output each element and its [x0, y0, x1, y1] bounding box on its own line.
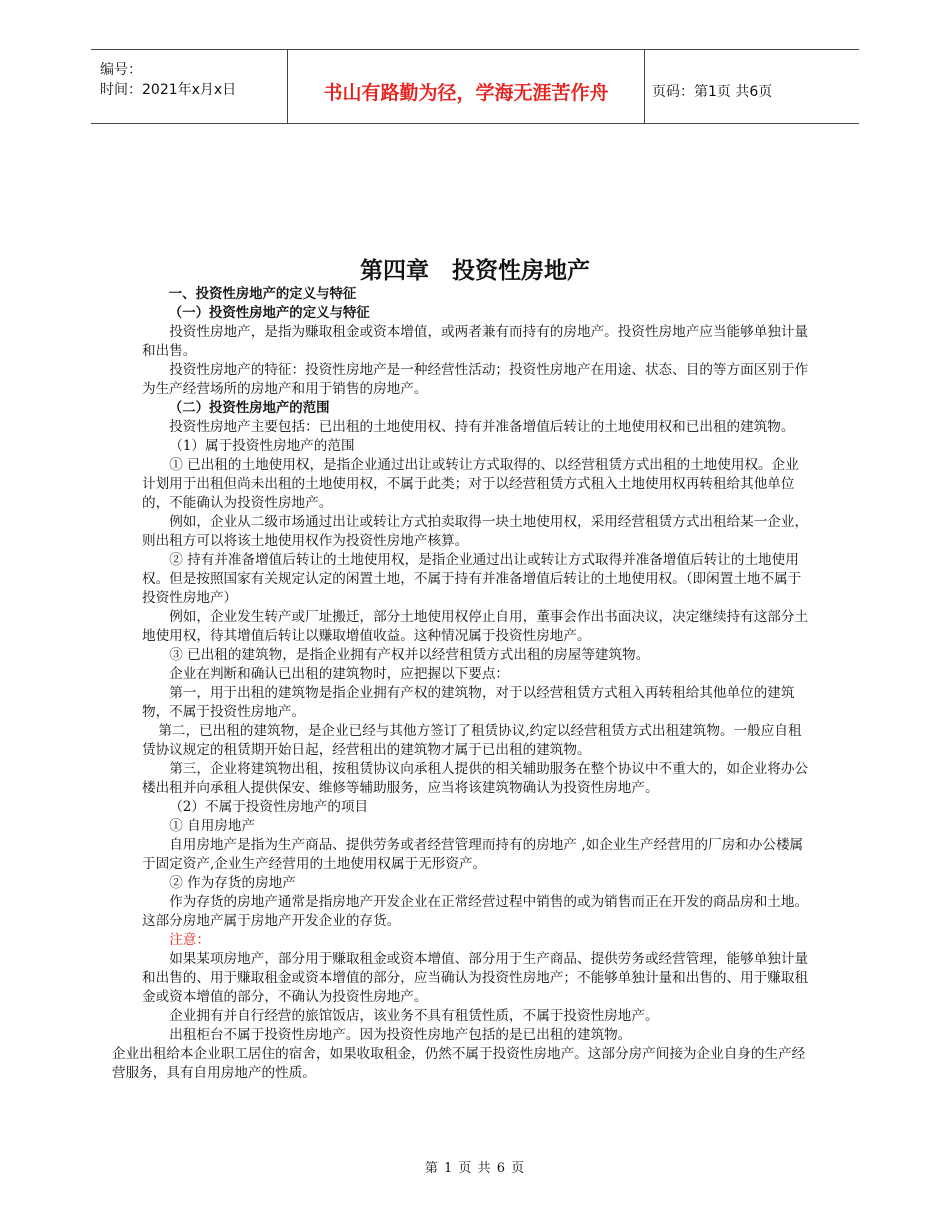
- header-meta-cell: [91, 50, 287, 123]
- page-footer: 第 1 页 共 6 页: [424, 1161, 526, 1176]
- body-paragraph: 投资性房地产的特征：投资性房地产是一种经营性活动；投资性房地产在用途、状态、目的等方面区别于作为生产经营场所的房地产和用于销售的房地产。: [142, 362, 809, 397]
- body-paragraph: 如果某项房地产，部分用于赚取租金或资本增值、部分用于生产商品、提供劳务或经营管理，能够单独计量和出售的、用于赚取租金或资本增值的部分，应当确认为投资性房地产；不能够单独计量和出售的、用于赚取租金或资本增值的部分，不确认为投资性房地产。: [142, 951, 809, 1005]
- chapter-title: 第四章 投资性房地产: [360, 258, 590, 284]
- note-label: 注意：: [169, 932, 210, 948]
- body-paragraph: 例如，企业发生转产或厂址搬迁，部分土地使用权停止自用，董事会作出书面决议，决定继续持有这部分土地使用权，待其增值后转让以赚取增值收益。这种情况属于投资性房地产。: [142, 609, 809, 644]
- section-heading: 一、投资性房地产的定义与特征: [168, 287, 357, 302]
- body-paragraph: 投资性房地产，是指为赚取租金或资本增值，或两者兼有而持有的房地产。投资性房地产应当能够单独计量和出售。: [142, 324, 809, 359]
- number-label: 编号：: [100, 62, 142, 78]
- header-motto-cell: [287, 50, 645, 123]
- body-paragraph: ① 已出租的土地使用权，是指企业通过出让或转让方式取得的、以经营租赁方式出租的土地使用权。企业计划用于出租但尚未出租的土地使用权，不属于此类；对于以经营租赁方式租入土地使用权再转租给其他单位的，不能确认为投资性房地产。: [142, 457, 799, 511]
- body-paragraph: （2）不属于投资性房地产的项目: [169, 799, 369, 815]
- body-paragraph: 企业在判断和确认已出租的建筑物时，应把握以下要点：: [169, 666, 510, 682]
- page-info: 页码：第1页 共6页: [652, 84, 773, 100]
- time-label: 时间：2021年x月x日: [100, 82, 237, 98]
- header-page-cell: [644, 50, 859, 123]
- body-paragraph: 企业出租给本企业职工居住的宿舍，如果收取租金，仍然不属于投资性房地产。这部分房产间接为企业自身的生产经营服务，具有自用房地产的性质。: [112, 1046, 806, 1081]
- motto-text: 书山有路勤为径，学海无涯苦作舟: [323, 82, 609, 104]
- body-paragraph: 出租柜台不属于投资性房地产。因为投资性房地产包括的是已出租的建筑物。: [169, 1027, 632, 1043]
- body-paragraph: 投资性房地产主要包括：已出租的土地使用权、持有并准备增值后转让的土地使用权和已出租的建筑物。: [169, 419, 795, 435]
- body-paragraph: ② 持有并准备增值后转让的土地使用权，是指企业通过出让或转让方式取得并准备增值后转让的土地使用权。但是按照国家有关规定认定的闲置土地，不属于持有并准备增值后转让的土地使用权。（即闲置土地不属于投资性房地产）: [142, 552, 802, 606]
- body-paragraph: （1）属于投资性房地产的范围: [169, 438, 355, 454]
- body-paragraph: 第二，已出租的建筑物，是企业已经与其他方签订了租赁协议,约定以经营租赁方式出租建筑物。一般应自租赁协议规定的租赁期开始日起，经营租出的建筑物才属于已出租的建筑物。: [142, 723, 802, 758]
- body-paragraph: ② 作为存货的房地产: [169, 875, 296, 891]
- body-paragraph: 自用房地产是指为生产商品、提供劳务或者经营管理而持有的房地产 ,如企业生产经营用的厂房和办公楼属于固定资产,企业生产经营用的土地使用权属于无形资产。: [142, 837, 804, 872]
- body-paragraph: ③ 已出租的建筑物，是指企业拥有产权并以经营租赁方式出租的房屋等建筑物。: [169, 647, 650, 663]
- body-paragraph: 企业拥有并自行经营的旅馆饭店，该业务不具有租赁性质，不属于投资性房地产。: [169, 1008, 659, 1024]
- body-paragraph: 第一，用于出租的建筑物是指企业拥有产权的建筑物，对于以经营租赁方式租入再转租给其他单位的建筑物，不属于投资性房地产。: [142, 685, 795, 720]
- body-paragraph: 作为存货的房地产通常是指房地产开发企业在正常经营过程中销售的或为销售而正在开发的商品房和土地。这部分房地产属于房地产开发企业的存货。: [142, 894, 809, 929]
- body-paragraph: ① 自用房地产: [169, 818, 256, 834]
- body-paragraph: 第三，企业将建筑物出租，按租赁协议向承租人提供的相关辅助服务在整个协议中不重大的，如企业将办公楼出租并向承租人提供保安、维修等辅助服务，应当将该建筑物确认为投资性房地产。: [142, 761, 809, 796]
- section-heading: （二）投资性房地产的范围: [168, 401, 330, 416]
- section-heading: （一）投资性房地产的定义与特征: [168, 306, 370, 321]
- body-paragraph: 例如，企业从二级市场通过出让或转让方式拍卖取得一块土地使用权，采用经营租赁方式出租给某一企业，则出租方可以将该土地使用权作为投资性房地产核算。: [142, 514, 809, 549]
- document-body: [112, 285, 810, 1083]
- header-table: [91, 49, 859, 124]
